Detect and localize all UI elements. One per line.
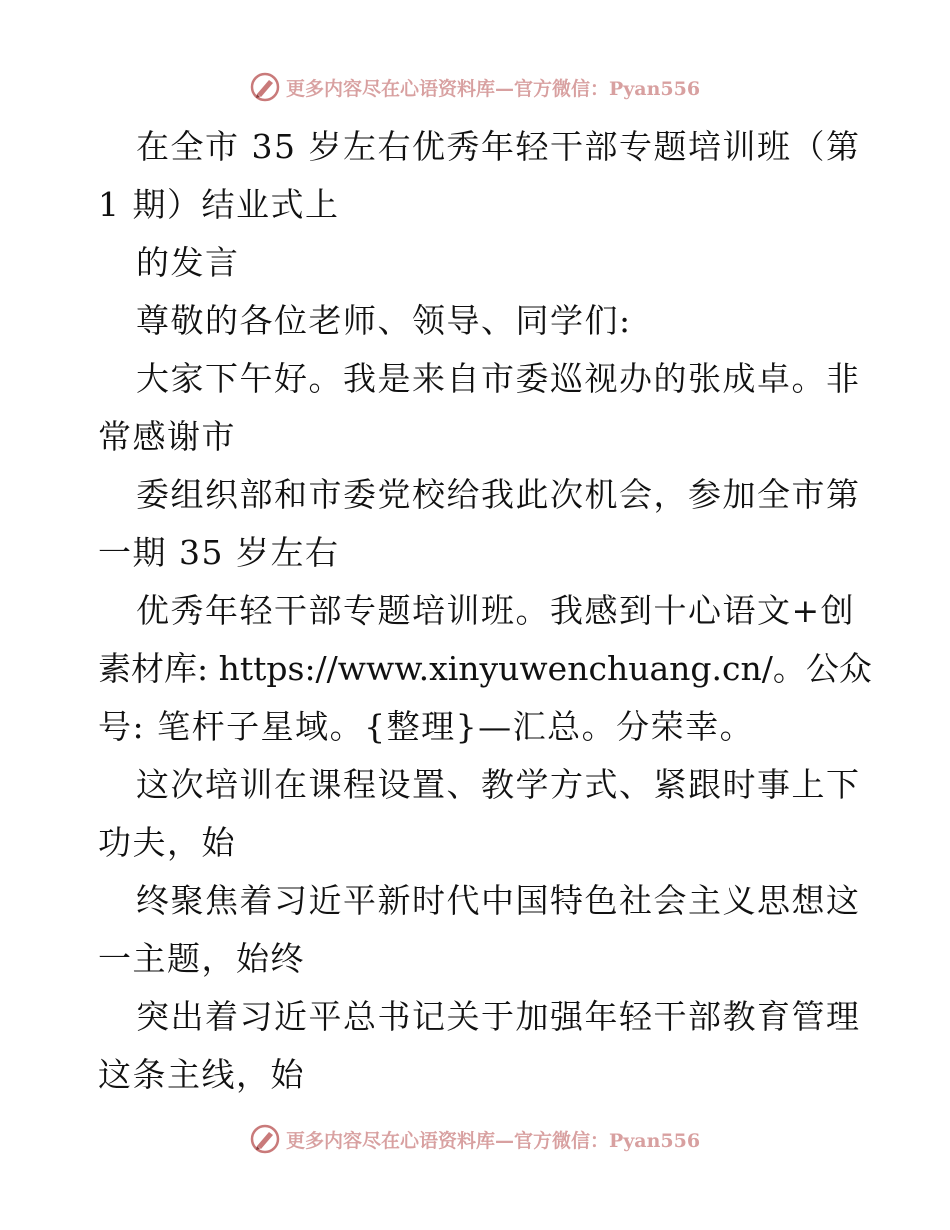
text-line: 优秀年轻干部专题培训班。我感到十心语文+创 bbox=[136, 591, 856, 630]
text-line: 素材库: https://www.xinyuwenchuang.cn/。公众 bbox=[98, 649, 872, 688]
pen-logo-icon bbox=[250, 72, 280, 102]
text-line: 在全市 35 岁左右优秀年轻干部专题培训班（第 bbox=[136, 127, 861, 166]
text-line: 一主题，始终 bbox=[98, 939, 305, 978]
text-line: 功夫，始 bbox=[98, 823, 236, 862]
text-line: 尊敬的各位老师、领导、同学们: bbox=[136, 301, 632, 340]
header-banner-text: 更多内容尽在心语资料库—官方微信：Pyan556 bbox=[285, 77, 701, 100]
text-line: 这条主线，始 bbox=[98, 1055, 305, 1094]
footer-banner-text: 更多内容尽在心语资料库—官方微信：Pyan556 bbox=[285, 1129, 701, 1152]
footer-banner bbox=[0, 1124, 950, 1154]
text-line: 1 期）结业式上 bbox=[98, 185, 340, 224]
document-body bbox=[98, 118, 872, 1104]
text-line: 一期 35 岁左右 bbox=[98, 533, 340, 572]
text-line: 终聚焦着习近平新时代中国特色社会主义思想这 bbox=[136, 881, 861, 920]
header-banner bbox=[0, 72, 950, 102]
pen-logo-icon bbox=[250, 1124, 280, 1154]
text-line: 突出着习近平总书记关于加强年轻干部教育管理 bbox=[136, 997, 861, 1036]
text-line: 这次培训在课程设置、教学方式、紧跟时事上下 bbox=[136, 765, 861, 804]
text-line: 号: 笔杆子星域。{整理}—汇总。分荣幸。 bbox=[98, 707, 755, 746]
text-line: 委组织部和市委党校给我此次机会，参加全市第 bbox=[136, 475, 861, 514]
text-line: 的发言 bbox=[136, 243, 240, 282]
text-line: 大家下午好。我是来自市委巡视办的张成卓。非 bbox=[136, 359, 861, 398]
text-line: 常感谢市 bbox=[98, 417, 236, 456]
